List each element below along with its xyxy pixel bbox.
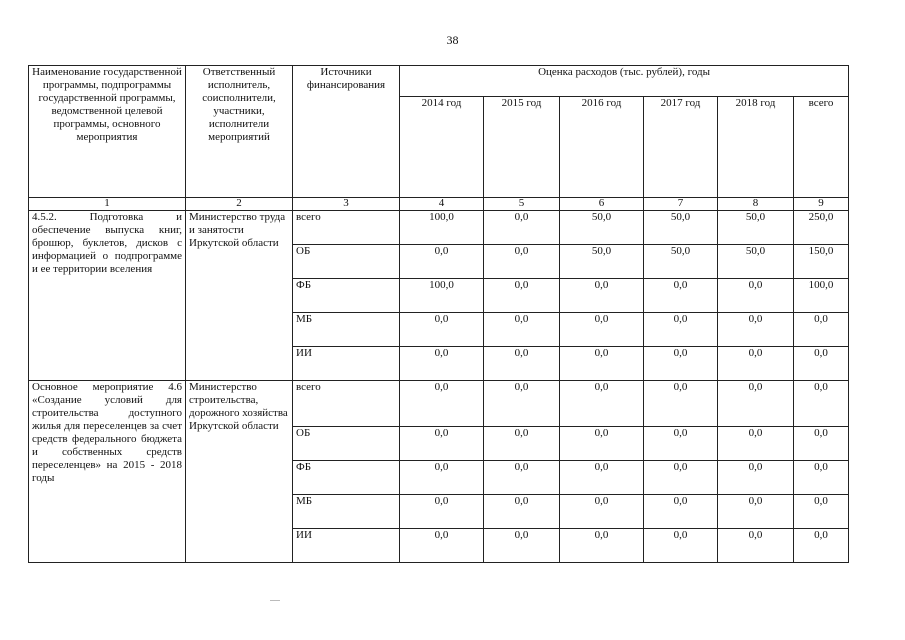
value-cell: 0,0: [718, 529, 794, 563]
value-cell: 0,0: [718, 427, 794, 461]
value-cell: 0,0: [560, 461, 644, 495]
value-cell: 0,0: [560, 381, 644, 427]
header-year-2014: 2014 год: [400, 97, 484, 198]
value-cell: 0,0: [560, 313, 644, 347]
column-number: 3: [293, 198, 400, 211]
value-cell: 0,0: [400, 347, 484, 381]
value-cell: 0,0: [400, 313, 484, 347]
value-cell: 0,0: [484, 245, 560, 279]
value-cell: 0,0: [484, 211, 560, 245]
funding-source: МБ: [293, 495, 400, 529]
funding-source: ИИ: [293, 529, 400, 563]
value-cell: 0,0: [400, 427, 484, 461]
funding-source: ОБ: [293, 427, 400, 461]
column-number: 4: [400, 198, 484, 211]
value-cell: 0,0: [400, 495, 484, 529]
table-header: [29, 66, 849, 211]
table-body: [29, 211, 849, 563]
page-number: 38: [446, 33, 459, 47]
value-cell: 0,0: [644, 529, 718, 563]
value-cell: 0,0: [718, 461, 794, 495]
value-cell: 0,0: [560, 279, 644, 313]
responsible-executor: Министерство труда и занятости Иркутской области: [186, 211, 293, 381]
value-cell: 0,0: [400, 461, 484, 495]
column-number: 5: [484, 198, 560, 211]
column-number: 9: [794, 198, 849, 211]
header-responsible: Ответственный исполнитель, соисполнители, участники, исполнители мероприятий: [186, 66, 293, 198]
value-cell: 0,0: [484, 427, 560, 461]
header-year-2018: 2018 год: [718, 97, 794, 198]
value-cell: 0,0: [794, 461, 849, 495]
value-cell: 0,0: [644, 427, 718, 461]
column-number: 8: [718, 198, 794, 211]
value-cell: 0,0: [718, 313, 794, 347]
header-year-2017: 2017 год: [644, 97, 718, 198]
column-number: 2: [186, 198, 293, 211]
funding-source: ОБ: [293, 245, 400, 279]
funding-source: всего: [293, 381, 400, 427]
value-cell: 0,0: [794, 529, 849, 563]
value-cell: 50,0: [560, 245, 644, 279]
program-name: 4.5.2. Подготовка и обеспечение выпуска книг, брошюр, буклетов, дисков с информацией о подпрограмме и ее территории вселения: [29, 211, 186, 381]
value-cell: 0,0: [484, 313, 560, 347]
value-cell: 0,0: [794, 313, 849, 347]
funding-source: ФБ: [293, 279, 400, 313]
value-cell: 0,0: [560, 427, 644, 461]
value-cell: 0,0: [484, 347, 560, 381]
value-cell: 50,0: [644, 211, 718, 245]
table-row: [29, 211, 849, 245]
value-cell: 0,0: [400, 381, 484, 427]
value-cell: 100,0: [400, 211, 484, 245]
value-cell: 0,0: [718, 347, 794, 381]
value-cell: 0,0: [718, 495, 794, 529]
value-cell: 50,0: [718, 211, 794, 245]
value-cell: 0,0: [560, 347, 644, 381]
value-cell: 0,0: [560, 529, 644, 563]
responsible-executor: Министерство строительства, дорожного хозяйства Иркутской области: [186, 381, 293, 563]
value-cell: 0,0: [644, 461, 718, 495]
value-cell: 0,0: [484, 279, 560, 313]
column-number: 7: [644, 198, 718, 211]
value-cell: 0,0: [644, 347, 718, 381]
value-cell: 250,0: [794, 211, 849, 245]
scan-artifact: [270, 600, 280, 601]
table-row: [29, 381, 849, 427]
header-sources: Источники финансирования: [293, 66, 400, 198]
program-name: Основное мероприятие 4.6 «Создание условий для строительства доступного жилья для переселенцев за счет средств федерального бюджета и собственных средств переселенцев» на 2015 - 2018 годы: [29, 381, 186, 563]
value-cell: 100,0: [794, 279, 849, 313]
value-cell: 0,0: [794, 381, 849, 427]
value-cell: 0,0: [484, 495, 560, 529]
value-cell: 0,0: [484, 461, 560, 495]
value-cell: 50,0: [560, 211, 644, 245]
value-cell: 0,0: [484, 381, 560, 427]
funding-source: ИИ: [293, 347, 400, 381]
value-cell: 0,0: [484, 529, 560, 563]
value-cell: 0,0: [794, 347, 849, 381]
value-cell: 0,0: [794, 495, 849, 529]
header-name: Наименование государственной программы, подпрограммы государственной программы, ведомственной целевой программы, основного мероприятия: [29, 66, 186, 198]
header-total: всего: [794, 97, 849, 198]
header-expenses-group: Оценка расходов (тыс. рублей), годы: [400, 66, 849, 97]
budget-table: [28, 65, 849, 563]
funding-source: ФБ: [293, 461, 400, 495]
value-cell: 0,0: [560, 495, 644, 529]
value-cell: 0,0: [644, 313, 718, 347]
funding-source: МБ: [293, 313, 400, 347]
funding-source: всего: [293, 211, 400, 245]
value-cell: 0,0: [718, 381, 794, 427]
column-numbers-row: [29, 198, 849, 211]
header-year-2015: 2015 год: [484, 97, 560, 198]
value-cell: 0,0: [400, 245, 484, 279]
value-cell: 100,0: [400, 279, 484, 313]
header-year-2016: 2016 год: [560, 97, 644, 198]
value-cell: 0,0: [644, 381, 718, 427]
value-cell: 50,0: [718, 245, 794, 279]
value-cell: 0,0: [644, 279, 718, 313]
column-number: 1: [29, 198, 186, 211]
value-cell: 150,0: [794, 245, 849, 279]
value-cell: 50,0: [644, 245, 718, 279]
value-cell: 0,0: [644, 495, 718, 529]
column-number: 6: [560, 198, 644, 211]
value-cell: 0,0: [400, 529, 484, 563]
value-cell: 0,0: [794, 427, 849, 461]
value-cell: 0,0: [718, 279, 794, 313]
